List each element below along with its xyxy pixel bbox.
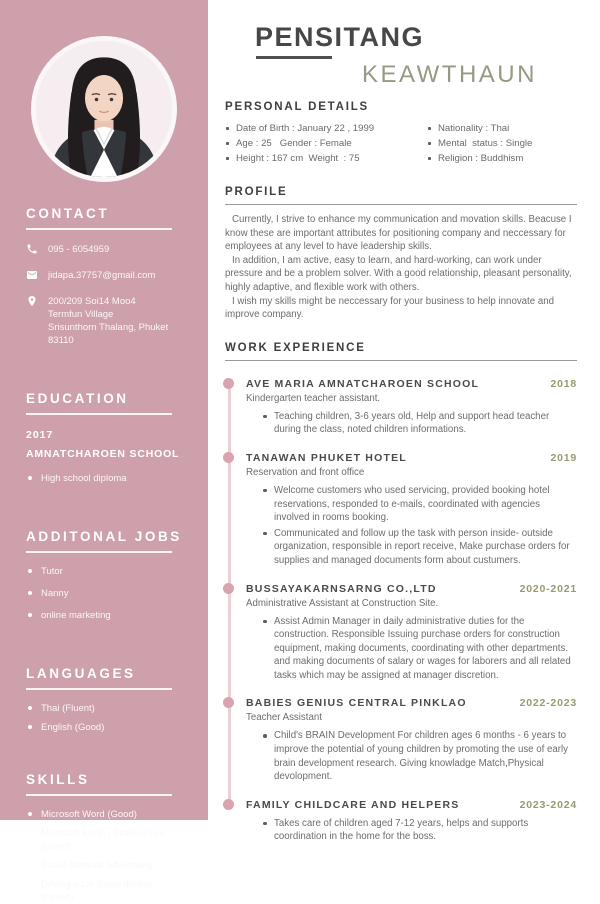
duty-item: Assist Admin Manager in daily administrative duties for the construction. Responsible Issuing purchase orders for construction equipment, making documents, coordinating with other departments. and making documents of salary or wages for laborers and all related tasks which may be assigned at manager discretion. bbox=[263, 615, 577, 683]
detail-item: Religion : Buddhism bbox=[427, 151, 577, 166]
profile-section bbox=[225, 186, 577, 322]
first-name: PENSITANG bbox=[255, 22, 425, 52]
list-item: online marketing bbox=[26, 609, 182, 622]
period: 2019 bbox=[550, 451, 577, 464]
list-item: Thai (Fluent) bbox=[26, 702, 182, 715]
profile-divider bbox=[225, 204, 577, 205]
job-duties bbox=[246, 817, 577, 844]
phone-number: 095 - 6054959 bbox=[48, 244, 110, 255]
experience-entry bbox=[246, 799, 577, 844]
duty-item: Takes care of children aged 7-12 years, helps and supports coordination in the home for the boss. bbox=[263, 817, 577, 844]
education-school: AMNATCHAROEN SCHOOL bbox=[26, 448, 180, 460]
job-duties bbox=[246, 729, 577, 783]
list-item: English (Good) bbox=[26, 721, 182, 734]
list-item: Driving a car (have driving license) bbox=[26, 878, 182, 904]
skills-list bbox=[26, 808, 182, 904]
job-role: Reservation and front office bbox=[246, 466, 365, 478]
education-divider bbox=[26, 413, 172, 415]
education-list bbox=[26, 472, 182, 485]
skills-section bbox=[26, 772, 182, 904]
list-item: High school diploma bbox=[26, 472, 182, 485]
list-item: Social Netwotk Advertising bbox=[26, 859, 182, 872]
period: 2018 bbox=[550, 377, 577, 390]
company-name: BUSSAYAKARNSARNG CO.,LTD bbox=[246, 582, 437, 595]
languages-section bbox=[26, 666, 182, 734]
education-section bbox=[26, 391, 182, 485]
list-item: Microsoft Excel , Power Point (Good) bbox=[26, 827, 182, 853]
job-duties bbox=[246, 410, 577, 437]
timeline-dot bbox=[223, 799, 234, 810]
education-heading: EDUCATION bbox=[26, 391, 129, 406]
skills-divider bbox=[26, 794, 172, 796]
address-line: Srisunthorn Thalang, Phuket bbox=[48, 322, 169, 333]
portrait-photo bbox=[31, 36, 177, 182]
duty-item: Child's BRAIN Development For children ages 6 months - 6 years to improve the potential of young children by promoting the use of early brain development research. Giving knowladge Match,Physical devolopment. bbox=[263, 729, 577, 783]
job-duties bbox=[246, 484, 577, 568]
profile-paragraph: In addition, I am active, easy to learn, and hard-working, can work under pressure and be a problem solver. With a good relationship, pleasant personality, highly adaptive, and flexible work with others. bbox=[225, 254, 572, 293]
contact-address-row bbox=[26, 295, 182, 347]
company-name: FAMILY CHILDCARE AND HELPERS bbox=[246, 798, 460, 811]
detail-item: Age : 25 Gender : Female bbox=[225, 136, 427, 151]
profile-heading: PROFILE bbox=[225, 186, 288, 198]
profile-text bbox=[225, 213, 577, 322]
detail-item: Nationality : Thai bbox=[427, 121, 577, 136]
main-content bbox=[225, 0, 577, 859]
profile-paragraph: I wish my skills might be neccessary for your business to help innovate and improve company. bbox=[225, 295, 554, 321]
company-name: BABIES GENIUS CENTRAL PINKLAO bbox=[246, 697, 467, 710]
job-duties bbox=[246, 615, 577, 683]
experience-entry bbox=[246, 378, 577, 437]
list-item: Nanny bbox=[26, 587, 182, 600]
additional-jobs-divider bbox=[26, 551, 172, 553]
education-year: 2017 bbox=[26, 429, 54, 441]
name-underline bbox=[256, 56, 332, 59]
company-name: TANAWAN PHUKET HOTEL bbox=[246, 451, 407, 464]
address-line: Termfun Village bbox=[48, 309, 114, 320]
job-role: Kindergarten teacher assistant. bbox=[246, 392, 381, 404]
additional-jobs-list bbox=[26, 565, 182, 622]
duty-item: Teaching children, 3-6 years old, Help and support head teacher during the class, noted children informations. bbox=[263, 410, 577, 437]
personal-details-left-column bbox=[225, 121, 427, 166]
contact-divider bbox=[26, 228, 172, 230]
job-role: Administrative Assistant at Construction Site. bbox=[246, 597, 439, 609]
experience-entry bbox=[246, 697, 577, 783]
duty-item: Welcome customers who used servicing, provided booking hotel reservations, responded to e-mails, coordinated with agencies involved in rooms booking. bbox=[263, 484, 577, 525]
experience-entry bbox=[246, 583, 577, 683]
contact-heading: CONTACT bbox=[26, 206, 110, 221]
period: 2020-2021 bbox=[519, 582, 577, 595]
period: 2023-2024 bbox=[519, 798, 577, 811]
location-pin-icon bbox=[26, 295, 38, 307]
address bbox=[48, 295, 168, 347]
detail-item: Height : 167 cm Weight : 75 bbox=[225, 151, 427, 166]
last-name: KEAWTHAUN bbox=[362, 61, 537, 88]
address-line: 83110 bbox=[48, 335, 74, 346]
detail-item: Date of Birth : January 22 , 1999 bbox=[225, 121, 427, 136]
timeline-dot bbox=[223, 697, 234, 708]
languages-divider bbox=[26, 688, 172, 690]
phone-icon bbox=[26, 243, 38, 255]
contact-email-row bbox=[26, 269, 182, 282]
period: 2022-2023 bbox=[519, 697, 577, 710]
profile-paragraph: Currently, I strive to enhance my communication and movation skills. Beacuse I know these are important attributes for positioning company and neccessary for employees at any level to have leadership skills. bbox=[225, 214, 572, 253]
list-item: Tutor bbox=[26, 565, 182, 578]
company-name: AVE MARIA AMNATCHAROEN SCHOOL bbox=[246, 377, 480, 390]
work-experience-divider bbox=[225, 360, 577, 361]
personal-details-heading: PERSONAL DETAILS bbox=[225, 101, 370, 113]
timeline-line bbox=[228, 386, 231, 808]
work-experience-section bbox=[225, 342, 577, 844]
sidebar bbox=[0, 0, 208, 903]
address-line: 200/209 Soi14 Moo4 bbox=[48, 296, 136, 307]
skills-heading: SKILLS bbox=[26, 772, 90, 787]
detail-item: Mental status : Single bbox=[427, 136, 577, 151]
email-address: jidapa.37757@gmail.com bbox=[48, 270, 156, 281]
languages-list bbox=[26, 702, 182, 734]
contact-phone-row bbox=[26, 243, 182, 256]
personal-details-right-column bbox=[427, 121, 577, 166]
duty-item: Communicated and follow up the task with person inside- outside organization, responsible in report receive, Make purchase orders for supplies and managed documents form about custumers. bbox=[263, 527, 577, 568]
envelope-icon bbox=[26, 269, 38, 281]
timeline-dot bbox=[223, 378, 234, 389]
personal-details-section bbox=[225, 101, 577, 166]
portrait-illustration bbox=[36, 41, 172, 177]
name-header bbox=[225, 22, 577, 89]
experience-timeline bbox=[225, 378, 577, 844]
work-experience-heading: WORK EXPERIENCE bbox=[225, 341, 366, 354]
experience-entry bbox=[246, 452, 577, 568]
languages-heading: LANGUAGES bbox=[26, 666, 136, 681]
additional-jobs-section bbox=[26, 529, 182, 622]
contact-section bbox=[26, 206, 182, 347]
list-item: Microsoft Word (Good) bbox=[26, 808, 182, 821]
timeline-dot bbox=[223, 452, 234, 463]
job-role: Teacher Assistant bbox=[246, 712, 322, 724]
timeline-dot bbox=[223, 583, 234, 594]
additional-jobs-heading: ADDITONAL JOBS bbox=[26, 529, 182, 544]
